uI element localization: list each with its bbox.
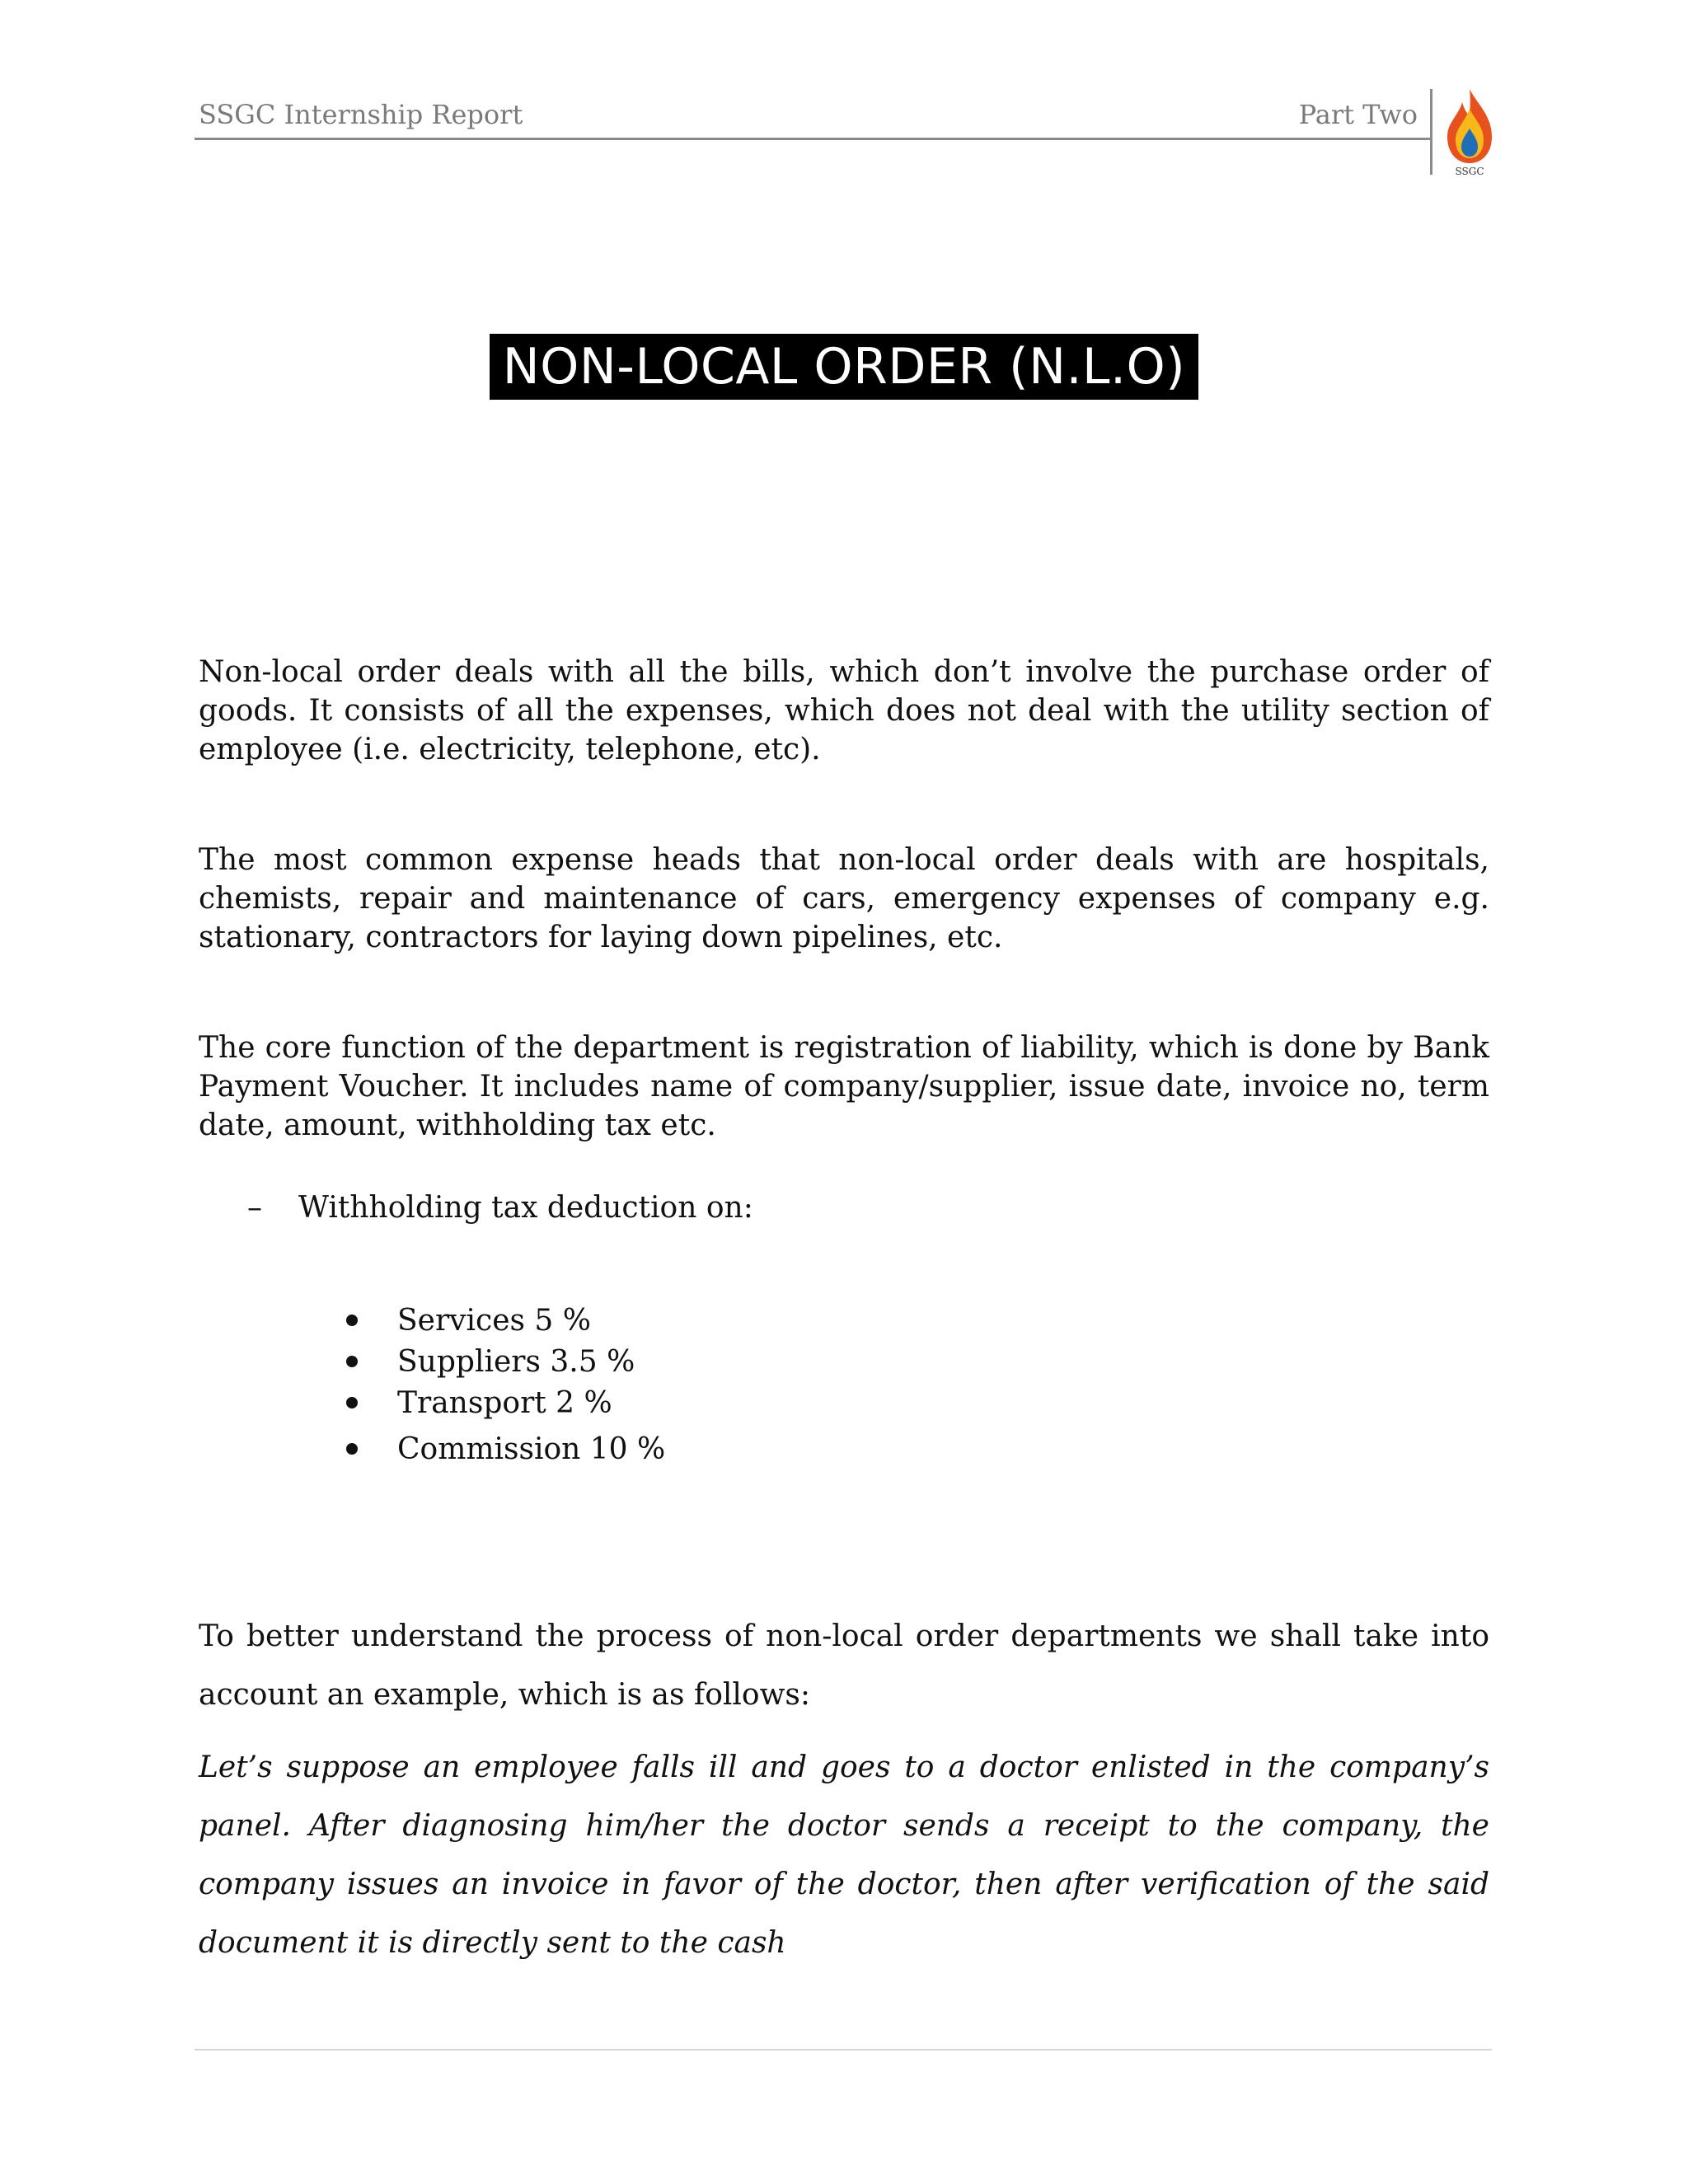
paragraph-core-function: The core function of the department is registration of liability, which is done by Bank Payment Voucher. It includes name of company/supplier, issue date, invoice no, term date, amount, withholding tax etc. — [199, 1031, 1489, 1142]
list-item — [346, 1342, 665, 1383]
list-item — [346, 1429, 665, 1470]
ssgc-flame-logo-icon — [1442, 86, 1497, 178]
bullet-icon — [346, 1356, 358, 1367]
list-item — [346, 1301, 665, 1342]
list-item — [346, 1383, 665, 1424]
paragraph-expense-heads: The most common expense heads that non-local order deals with are hospitals, chemists, repair and maintenance of cars, emergency expenses of company e.g. stationary, contractors for laying down pipelines, etc. — [199, 843, 1489, 954]
withholding-tax-heading — [247, 1188, 753, 1227]
bullet-icon — [346, 1315, 358, 1326]
header-part-label: Part Two — [1298, 99, 1418, 130]
header-rule — [195, 138, 1432, 140]
list-item-text: Transport 2 % — [397, 1386, 612, 1420]
page-title: NON-LOCAL ORDER (N.L.O) — [490, 334, 1198, 400]
header-report-title: SSGC Internship Report — [199, 99, 523, 130]
list-item-text: Commission 10 % — [397, 1432, 666, 1466]
logo-text: SSGC — [1455, 166, 1484, 177]
list-item-text: Services 5 % — [397, 1304, 591, 1338]
withholding-tax-list — [346, 1301, 665, 1470]
withholding-tax-heading-text: Withholding tax deduction on: — [298, 1191, 753, 1225]
dash-marker: – — [247, 1191, 262, 1225]
paragraph-nlo-definition: Non-local order deals with all the bills, which don’t involve the purchase order of goods. It consists of all the expenses, which does not deal with the utility section of employee (i.e. electricity, telephone, etc). — [199, 655, 1489, 766]
list-item-text: Suppliers 3.5 % — [397, 1345, 635, 1379]
paragraph-example-intro: To better understand the process of non-local order departments we shall take into account an example, which is as follows: — [199, 1619, 1489, 1712]
footer-rule — [195, 2049, 1492, 2050]
paragraph-example-text: Let’s suppose an employee falls ill and goes to a doctor enlisted in the company’s panel. After diagnosing him/her the doctor sends a receipt to the company, the company issues an invoice in favor of the doctor, then after verification of the said document it is directly sent to the cash — [199, 1750, 1489, 1960]
bullet-icon — [346, 1397, 358, 1408]
title-wrapper — [0, 334, 1688, 400]
header-vertical-rule — [1430, 89, 1432, 175]
bullet-icon — [346, 1443, 358, 1455]
